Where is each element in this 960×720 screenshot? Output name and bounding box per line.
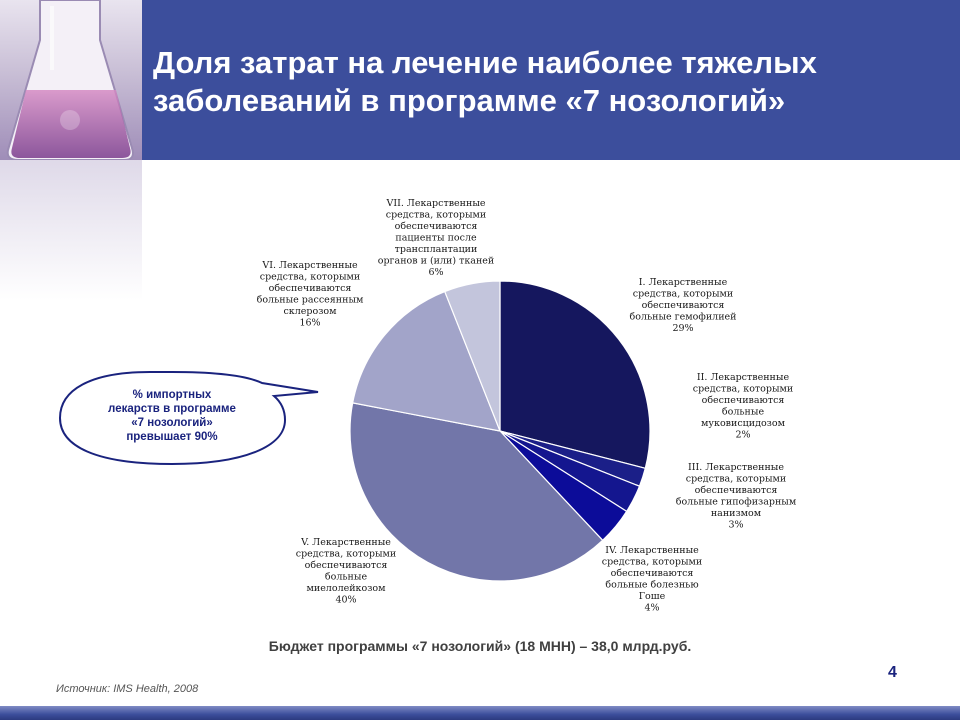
slice-label-line: миелолейкозом bbox=[306, 583, 386, 594]
callout-line: «7 нозологий» bbox=[131, 417, 213, 429]
slice-label-line: обеспечиваются bbox=[641, 300, 725, 311]
slice-label-line: IV. Лекарственные bbox=[605, 545, 699, 556]
slice-label-line: обеспечиваются bbox=[610, 568, 694, 579]
slice-label-line: обеспечиваются bbox=[304, 560, 388, 571]
slice-label-6 bbox=[257, 260, 364, 329]
source-text: Источник: IMS Health, 2008 bbox=[56, 683, 199, 695]
slice-label-line: трансплантации bbox=[394, 244, 478, 255]
callout-line: превышает 90% bbox=[126, 431, 218, 443]
slice-label-line: нанизмом bbox=[710, 508, 762, 519]
slice-label-line: обеспечиваются bbox=[394, 221, 478, 232]
slice-label-line: больные рассеянным bbox=[256, 294, 364, 306]
slice-label-line: средства, которыми bbox=[692, 383, 794, 395]
slice-label-4 bbox=[602, 545, 703, 614]
slice-label-line: 3% bbox=[728, 519, 744, 531]
slice-label-line: 16% bbox=[299, 317, 321, 329]
slice-label-line: VI. Лекарственные bbox=[262, 260, 358, 271]
slice-label-line: 40% bbox=[335, 594, 357, 606]
slice-label-line: средства, которыми bbox=[601, 556, 703, 568]
title-line-2: заболеваний в программе «7 нозологий» bbox=[153, 83, 786, 118]
slice-label-line: больные bbox=[721, 406, 765, 418]
slice-label-line: III. Лекарственные bbox=[688, 462, 784, 473]
slice-label-line: VII. Лекарственные bbox=[386, 198, 486, 209]
slice-label-line: Гоше bbox=[638, 591, 666, 602]
bottom-bar bbox=[0, 706, 960, 720]
slice-label-line: V. Лекарственные bbox=[301, 537, 391, 548]
slice-label-line: больные гипофизарным bbox=[675, 496, 797, 508]
slice-label-line: 6% bbox=[428, 267, 444, 278]
slice-label-line: I. Лекарственные bbox=[638, 277, 728, 288]
slice-label-line: средства, которыми bbox=[685, 473, 787, 485]
slice-label-line: обеспечиваются bbox=[694, 485, 778, 496]
slice-label-line: 2% bbox=[735, 429, 751, 441]
slice-label-3 bbox=[676, 462, 797, 531]
slice-label-1 bbox=[630, 277, 737, 334]
slice-label-line: 4% bbox=[644, 602, 660, 614]
callout-line: лекарств в программе bbox=[108, 403, 236, 415]
page-number: 4 bbox=[888, 664, 897, 681]
slice-label-line: органов и (или) тканей bbox=[377, 255, 495, 267]
slice-label-line: II. Лекарственные bbox=[696, 372, 790, 383]
title-line-1: Доля затрат на лечение наиболее тяжелых bbox=[153, 45, 817, 80]
slice-label-line: средства, которыми bbox=[385, 209, 487, 221]
slice-label-line: 29% bbox=[672, 323, 694, 334]
slice-label-line: склерозом bbox=[283, 306, 337, 317]
slice-label-line: средства, которыми bbox=[259, 271, 361, 283]
slice-label-line: муковисцидозом bbox=[701, 418, 785, 429]
slice-label-line: средства, которыми bbox=[632, 288, 734, 300]
slice-label-2 bbox=[693, 372, 794, 441]
callout-line: % импортных bbox=[132, 389, 212, 401]
slice-label-5 bbox=[296, 537, 397, 606]
slice-label-line: больные bbox=[324, 571, 368, 583]
slice-label-7 bbox=[378, 198, 495, 278]
slice-label-line: больные гемофилией bbox=[629, 311, 737, 323]
slice-label-line: средства, которыми bbox=[295, 548, 397, 560]
slice-label-line: пациенты после bbox=[395, 232, 477, 244]
slice-label-line: обеспечиваются bbox=[701, 395, 785, 406]
budget-text: Бюджет программы «7 нозологий» (18 МНН) – 38,0 млрд.руб. bbox=[268, 638, 692, 654]
slice-label-line: обеспечиваются bbox=[268, 283, 352, 294]
slice-label-line: больные болезнью bbox=[605, 579, 699, 591]
